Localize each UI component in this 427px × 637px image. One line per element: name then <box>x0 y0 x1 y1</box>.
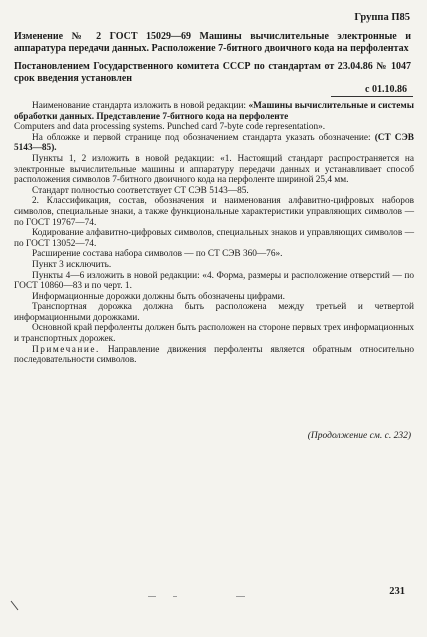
paragraph: Информационные дорожки должны быть обозначены цифрами. <box>32 291 285 302</box>
scan-mark <box>148 596 156 597</box>
paragraph: Стандарт полностью соответствует СТ СЭВ 5143—85. <box>32 185 249 196</box>
continuation-note: (Продолжение см. с. 232) <box>307 431 411 441</box>
paragraph: Расширение состава набора символов — по СТ СЭВ 360—76». <box>32 249 283 260</box>
scan-corner-mark <box>10 600 20 612</box>
resolution-text: Постановлением Государственного комитета СССР по стандартам от 23.04.86 № 1047 срок введения установлен <box>14 61 411 84</box>
paragraph-text: На обложке и первой странице под обозначением стандарта указать обозначение: <box>32 132 375 143</box>
page-number: 231 <box>389 586 405 597</box>
note-label: Примечание. <box>32 344 100 355</box>
paragraph: Транспортная дорожка должна быть расположена между третьей и четвертой информационными дорожками. <box>14 302 414 323</box>
paragraph-bold-text: (СТ СЭВ 5143—85). <box>14 132 414 154</box>
scan-mark <box>236 596 245 597</box>
paragraph: Основной край перфоленты должен быть расположен на стороне первых трех информационных и транспортных дорожек. <box>14 323 414 345</box>
scan-mark <box>173 596 177 597</box>
paragraph: Пункты 4—6 изложить в новой редакции: «4. Форма, размеры и расположение отверстий — по ГОСТ 10860—83 и по черт. 1. <box>14 270 414 292</box>
paragraph-text: Наименование стандарта изложить в новой редакции: <box>32 101 249 111</box>
paragraph: Computers and data processing systems. Punched card 7-byte code representation». <box>14 122 326 133</box>
paragraph: Кодирование алфавитно-цифровых символов, специальных знаков и управляющих символов — по ГОСТ 13052—74. <box>14 228 414 249</box>
group-label: Группа П85 <box>354 12 410 23</box>
paragraph-bold-text: «Машины вычислительные и системы обработки данных. Представление 7-битного кода на перфоленте <box>14 101 415 122</box>
paragraph <box>14 133 414 154</box>
amendment-title: Изменение № 2 ГОСТ 15029—69 Машины вычислительные электронные и аппаратура передачи данных. Расположение 7-битного двоичного кода на перфолентах <box>14 31 411 54</box>
paragraph: Пункты 1, 2 изложить в новой редакции: «1. Настоящий стандарт распространяется на электронные вычислительные машины и аппаратуру передачи данных и устанавливает способ расположения символов 7-битного двоичного кода на перфоленте шириной 25,4 мм. <box>14 153 414 186</box>
paragraph: Пункт 3 исключить. <box>32 259 112 270</box>
date-underline <box>331 96 413 97</box>
paragraph: 2. Классификация, состав, обозначения и наименования алфавитно-цифровых наборов символов, специальные знаки, а также функциональные характеристики управляющих символов — по ГОСТ 19767—74. <box>14 196 414 228</box>
paragraph <box>14 101 414 122</box>
body-text <box>14 100 414 366</box>
effective-date: с 01.10.86 <box>365 84 407 95</box>
note-paragraph <box>14 345 414 366</box>
note-text: Направление движения перфоленты является обратным относительно последовательности символов. <box>14 344 414 366</box>
